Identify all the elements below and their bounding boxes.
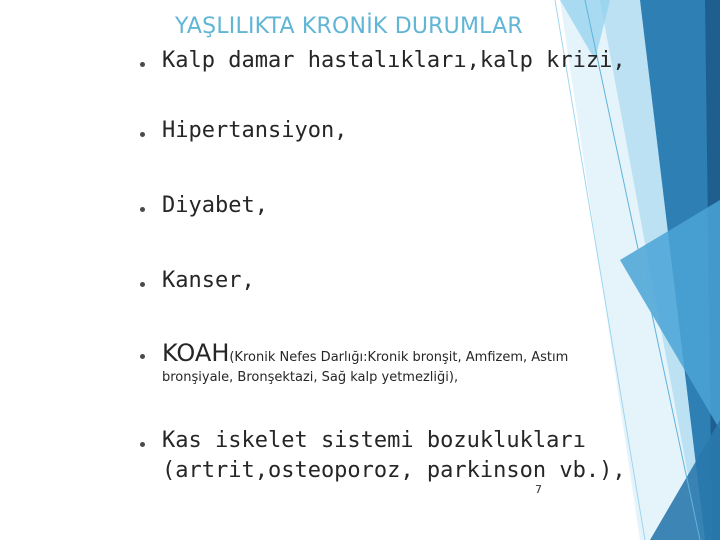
bullet-text: Diyabet, xyxy=(162,193,268,218)
bullet-text-continued: (artrit,osteoporoz, parkinson vb.), xyxy=(162,458,626,483)
bullet-text xyxy=(162,340,568,371)
bullet-icon xyxy=(140,354,145,359)
bullet-text: Kas iskelet sistemi bozuklukları xyxy=(162,428,586,453)
bullet-text: Kalp damar hastalıkları,kalp krizi, xyxy=(162,48,626,73)
bullet-icon xyxy=(140,207,145,212)
page-number: 7 xyxy=(535,483,542,496)
bullet-text: Hipertansiyon, xyxy=(162,118,348,143)
koah-detail-continued: bronşiyale, Bronşektazi, Sağ kalp yetmezliği), xyxy=(162,370,459,385)
slide-title: YAŞLILIKTA KRONİK DURUMLAR xyxy=(175,14,523,39)
bullet-icon xyxy=(140,442,145,447)
koah-detail: (Kronik Nefes Darlığı:Kronik bronşit, Amfizem, Astım xyxy=(229,350,569,365)
bullet-text: Kanser, xyxy=(162,268,255,293)
bullet-icon xyxy=(140,62,145,67)
koah-label: KOAH xyxy=(162,339,230,367)
bullet-icon xyxy=(140,282,145,287)
bullet-icon xyxy=(140,132,145,137)
